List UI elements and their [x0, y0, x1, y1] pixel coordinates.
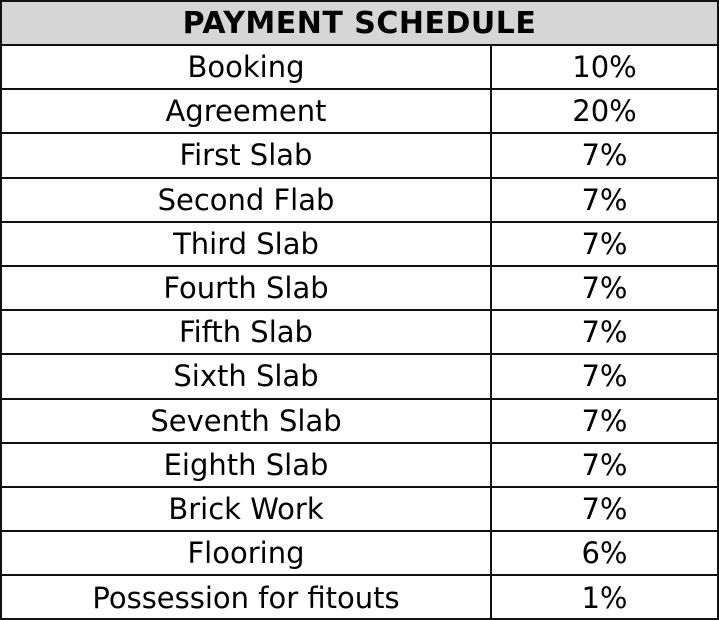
percent-cell: 7% — [581, 403, 628, 438]
percent-cell: 7% — [581, 315, 628, 350]
table-row — [2, 134, 717, 178]
table-row — [2, 400, 717, 444]
table-title: PAYMENT SCHEDULE — [182, 5, 537, 41]
table-row — [2, 223, 717, 267]
percent-cell: 20% — [572, 94, 637, 129]
stage-cell: First Slab — [2, 134, 492, 176]
stage-cell: Booking — [2, 46, 492, 88]
percent-cell: 1% — [581, 581, 628, 616]
stage-cell: Brick Work — [2, 488, 492, 530]
stage-cell: Seventh Slab — [2, 400, 492, 442]
table-row — [2, 532, 717, 576]
percent-cell: 10% — [572, 50, 637, 85]
table-row — [2, 179, 717, 223]
stage-cell: Possession for fitouts — [2, 576, 492, 620]
table-row — [2, 355, 717, 399]
table-header — [2, 2, 717, 46]
table-row — [2, 90, 717, 134]
percent-cell: 7% — [581, 491, 628, 526]
stage-cell: Flooring — [2, 532, 492, 574]
stage-cell: Second Flab — [2, 179, 492, 221]
percent-cell: 7% — [581, 182, 628, 217]
stage-cell: Sixth Slab — [2, 355, 492, 397]
stage-cell: Third Slab — [2, 223, 492, 265]
percent-cell: 7% — [581, 226, 628, 261]
table-row — [2, 311, 717, 355]
percent-cell: 7% — [581, 447, 628, 482]
percent-cell: 6% — [581, 536, 628, 571]
percent-cell: 7% — [581, 138, 628, 173]
percent-cell: 7% — [581, 271, 628, 306]
stage-cell: Fourth Slab — [2, 267, 492, 309]
table-row — [2, 488, 717, 532]
stage-cell: Agreement — [2, 90, 492, 132]
table-row — [2, 444, 717, 488]
table-body — [2, 46, 717, 620]
table-row — [2, 267, 717, 311]
percent-cell: 7% — [581, 359, 628, 394]
table-row — [2, 576, 717, 620]
table-row — [2, 46, 717, 90]
stage-cell: Eighth Slab — [2, 444, 492, 486]
stage-cell: Fifth Slab — [2, 311, 492, 353]
